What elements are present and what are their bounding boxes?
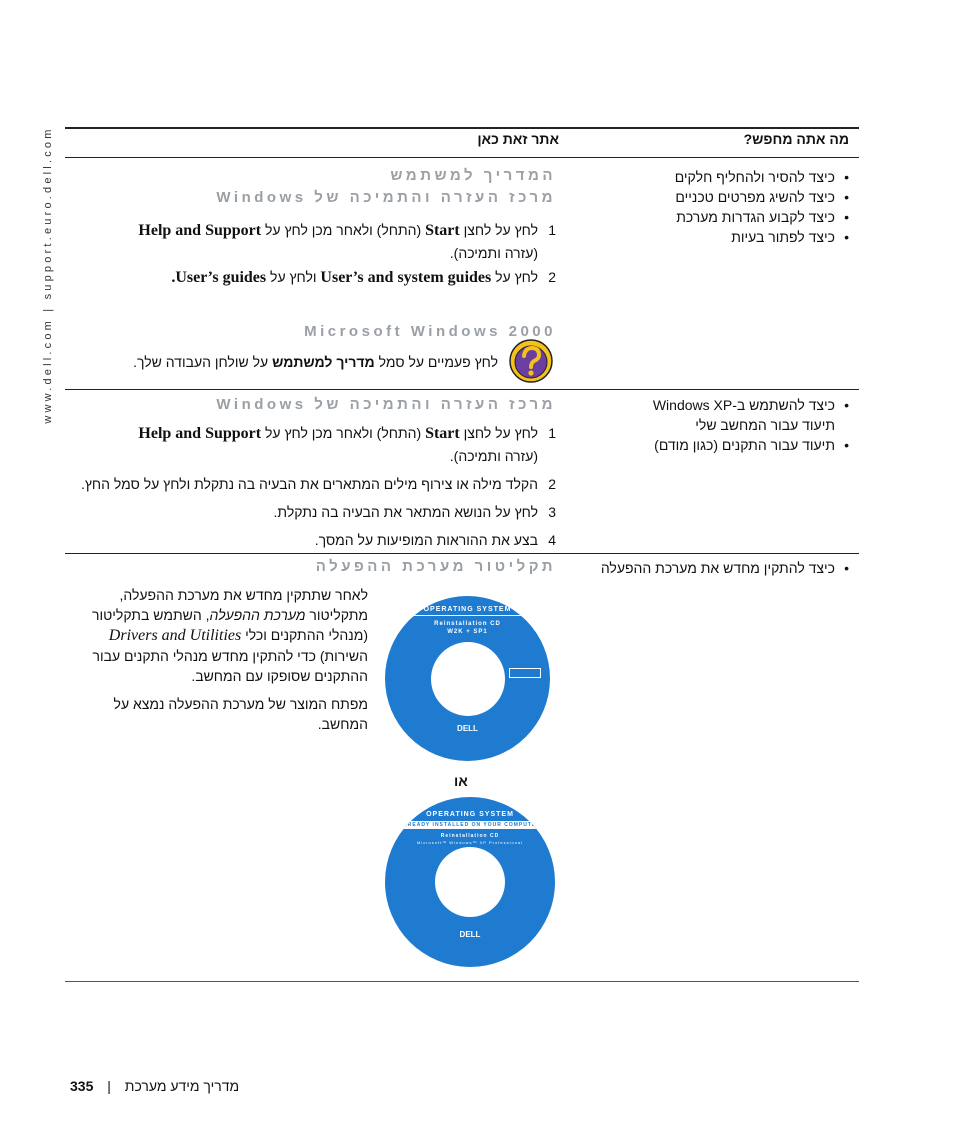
os-reinstall-cd-image: OPERATING SYSTEM Reinstallation CD W2K + SP1 DELL [385,596,550,761]
cd-fine-print [399,658,439,663]
list-item: • כיצד להשיג מפרטים טכניים [589,187,849,207]
row2-questions [589,395,849,455]
dell-logo: DELL [457,724,478,733]
table-bottom-rule [65,981,859,982]
or-label: או [454,773,468,789]
row3-title-wrap [66,556,556,578]
help-question-icon [508,338,554,384]
row2-answer [66,394,556,551]
sidebar-url: www.dell.com | support.euro.dell.com [42,126,54,424]
header-question: מה אתה מחפש? [743,131,849,147]
table-top-rule [65,127,859,129]
step: 2 לחץ על User’s and system guides ולחץ על User’s guides. [171,269,556,286]
header-answer: אתר זאת כאן [477,131,559,147]
step: 4 בצע את ההוראות המופיעות על המסך. [314,532,556,548]
section-title: תקליטור מערכת ההפעלה [315,558,556,575]
section-title: מרכז העזרה והתמיכה של Windows [216,189,556,206]
page-number: 335 [70,1078,94,1094]
list-item: • כיצד לקבוע הגדרות מערכת [589,207,849,227]
w2k-instruction: לחץ פעמיים על סמל מדריך למשתמש על שולחן העבודה שלך. [133,354,498,370]
step: 3 לחץ על הנושא המתאר את הבעיה בה נתקלת. [273,504,556,520]
section-title: מרכז העזרה והתמיכה של Windows [216,396,556,413]
section-title: Microsoft Windows 2000 [304,323,556,340]
row-rule [65,389,859,390]
os-installed-cd-image: OPERATING SYSTEM ALREADY INSTALLED ON YOUR COMPUTER Reinstallation CD Microsoft™ Windows™ XP Professional DELL [385,797,555,967]
page-footer: 335 | מדריך מידע מערכת [70,1078,240,1094]
step: 1 לחץ על לחצן Start (התחל) ולאחר מכן לחץ על Help and Support (עזרה ותמיכה). [138,222,556,261]
row1-questions [589,167,849,247]
section-title: המדריך למשתמש [390,167,556,184]
list-item-sub: תיעוד עבור המחשב שלי [695,417,835,433]
footer-title: מדריך מידע מערכת [124,1078,240,1094]
row1-answer [66,165,556,373]
row-rule [65,553,859,554]
reinstall-text: לאחר שתתקין מחדש את מערכת ההפעלה, מתקליטור מערכת ההפעלה, השתמש בתקליטור (מנהלי ההתקנים וכלי Drivers and Utilities השירות) כדי להתקין מחדש מנהלי התקנים עבור ההתקנים שסופקו עם המחשב. מפתח המוצר של מערכת ההפעלה נמצא על המחשב. [92,587,368,732]
list-item: • כיצד להשתמש ב-Windows XP [589,395,849,415]
step: 2 הקלד מילה או צירוף מילים המתארים את הבעיה בה נתקלת ולחץ על סמל החץ. [80,476,556,492]
list-item: • תיעוד עבור התקנים (כגון מודם) [589,435,849,455]
list-item: • כיצד לפתור בעיות [589,227,849,247]
list-item: • כיצד להתקין מחדש את מערכת ההפעלה [589,558,849,578]
row3-questions [589,558,849,578]
header-rule [65,157,859,158]
list-item: • כיצד להסיר ולהחליף חלקים [589,167,849,187]
dell-logo: DELL [459,930,481,939]
step: 1 לחץ על לחצן Start (התחל) ולאחר מכן לחץ על Help and Support (עזרה ותמיכה). [138,425,556,464]
